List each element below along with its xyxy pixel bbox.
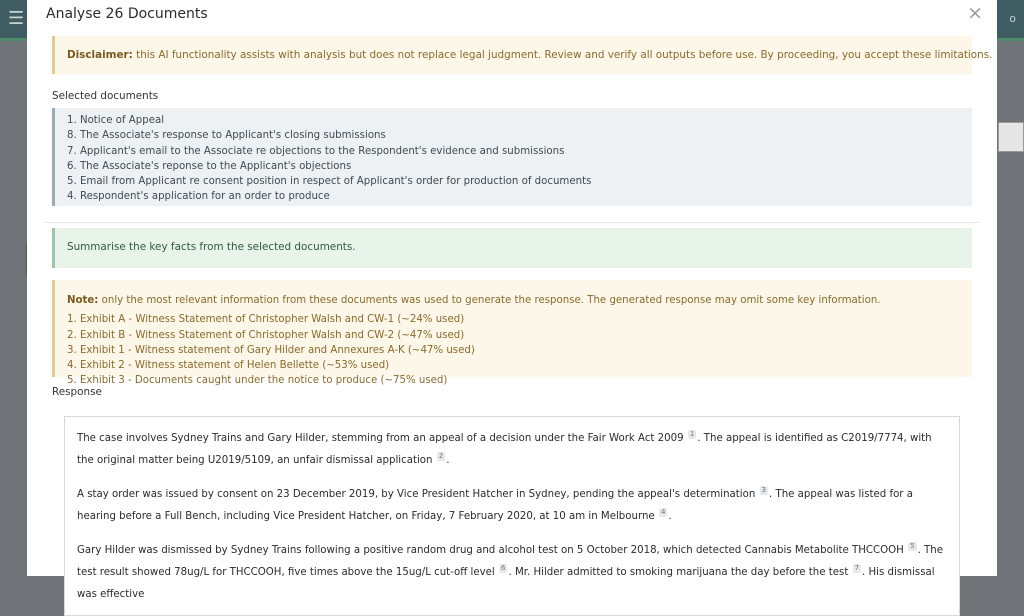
disclaimer-text: this AI functionality assists with analysis but does not replace legal judgment. Review and verify all outputs before use. By proceeding, you accept these limitations. [136,49,993,61]
close-icon[interactable]: × [967,2,983,24]
response-text: . His dismissal was effective [77,567,935,600]
selected-documents-list [52,108,972,206]
response-text: The case involves Sydney Trains and Gary Hilder, stemming from an appeal of a decision under the Fair Work Act 2009 [77,433,684,444]
citation-badge[interactable]: 5 [910,542,915,550]
selected-documents-label: Selected documents [52,90,159,102]
response-paragraph [77,540,947,606]
response-text: . [446,455,450,466]
note-panel[interactable] [52,280,972,387]
list-item: 8. The Associate's response to Applicant's closing submissions [67,130,386,142]
list-item: 6. The Associate's reponse to the Applicant's objections [67,160,352,172]
disclaimer-banner [52,36,993,74]
analyse-documents-modal [27,0,997,600]
note-label: Note: [67,295,99,306]
citation-badge[interactable]: 6 [501,564,506,572]
background-header-text: o [1009,12,1016,25]
response-text: . The appeal is identified as C2019/7774, with the original matter being U2019/5109, an unfair dismissal application [77,433,932,466]
list-item: 7. Applicant's email to the Associate re objections to the Respondent's evidence and submissions [67,145,565,157]
list-item: 1. Exhibit A - Witness Statement of Christopher Walsh and CW-1 (~24% used) [67,314,465,326]
response-paragraph [77,428,947,472]
note-text: only the most relevant information from these documents was used to generate the response. The generated response may omit some key information. [101,295,881,306]
citation-badge[interactable]: 1 [689,430,695,438]
list-item: 5. Email from Applicant re consent position in respect of Applicant's order for production of documents [67,176,592,188]
citation-badge[interactable]: 3 [761,486,767,494]
response-text: . Mr. Hilder admitted to smoking marijuana the day before the test [508,567,849,578]
list-item: 4. Respondent's application for an order to produce [67,191,330,203]
modal-title: Analyse 26 Documents [46,6,208,22]
list-item: 2. Exhibit B - Witness Statement of Christopher Walsh and CW-2 (~47% used) [67,329,465,341]
list-item: 5. Exhibit 3 - Documents caught under the notice to produce (~75% used) [67,375,448,387]
response-text: A stay order was issued by consent on 23 December 2019, by Vice President Hatcher in Sydney, pending the appeal's determination [77,489,756,500]
citation-badge[interactable]: 2 [438,452,444,460]
response-paragraph [77,484,947,528]
list-item: 4. Exhibit 2 - Witness statement of Helen Bellette (~53% used) [67,360,390,372]
response-text: . The test result showed 78ug/L for THCCOOH, five times above the 15ug/L cut-off level [77,545,943,578]
background-panel-right [998,122,1024,152]
response-label: Response [52,386,102,398]
response-box[interactable] [64,416,960,616]
note-header [67,293,960,308]
response-text: Gary Hilder was dismissed by Sydney Trains following a positive random drug and alcohol test on 5 October 2018, which detected Cannabis Metabolite THCCOOH [77,545,904,556]
response-text: . [668,511,672,522]
citation-badge[interactable]: 7 [854,564,860,572]
divider [44,222,980,223]
prompt-message: Summarise the key facts from the selected documents. [52,228,972,268]
response-text: . The appeal was listed for a hearing before a Full Bench, including Vice President Hatcher, on Friday, 7 February 2020, at 10 am in Melbourne [77,489,913,522]
disclaimer-label: Disclaimer: [67,49,133,61]
app-logo-icon: ☰ [8,8,25,29]
list-item: 3. Exhibit 1 - Witness statement of Gary Hilder and Annexures A-K (~47% used) [67,344,475,356]
list-item: 1. Notice of Appeal [67,115,165,126]
citation-badge[interactable]: 4 [660,508,666,516]
